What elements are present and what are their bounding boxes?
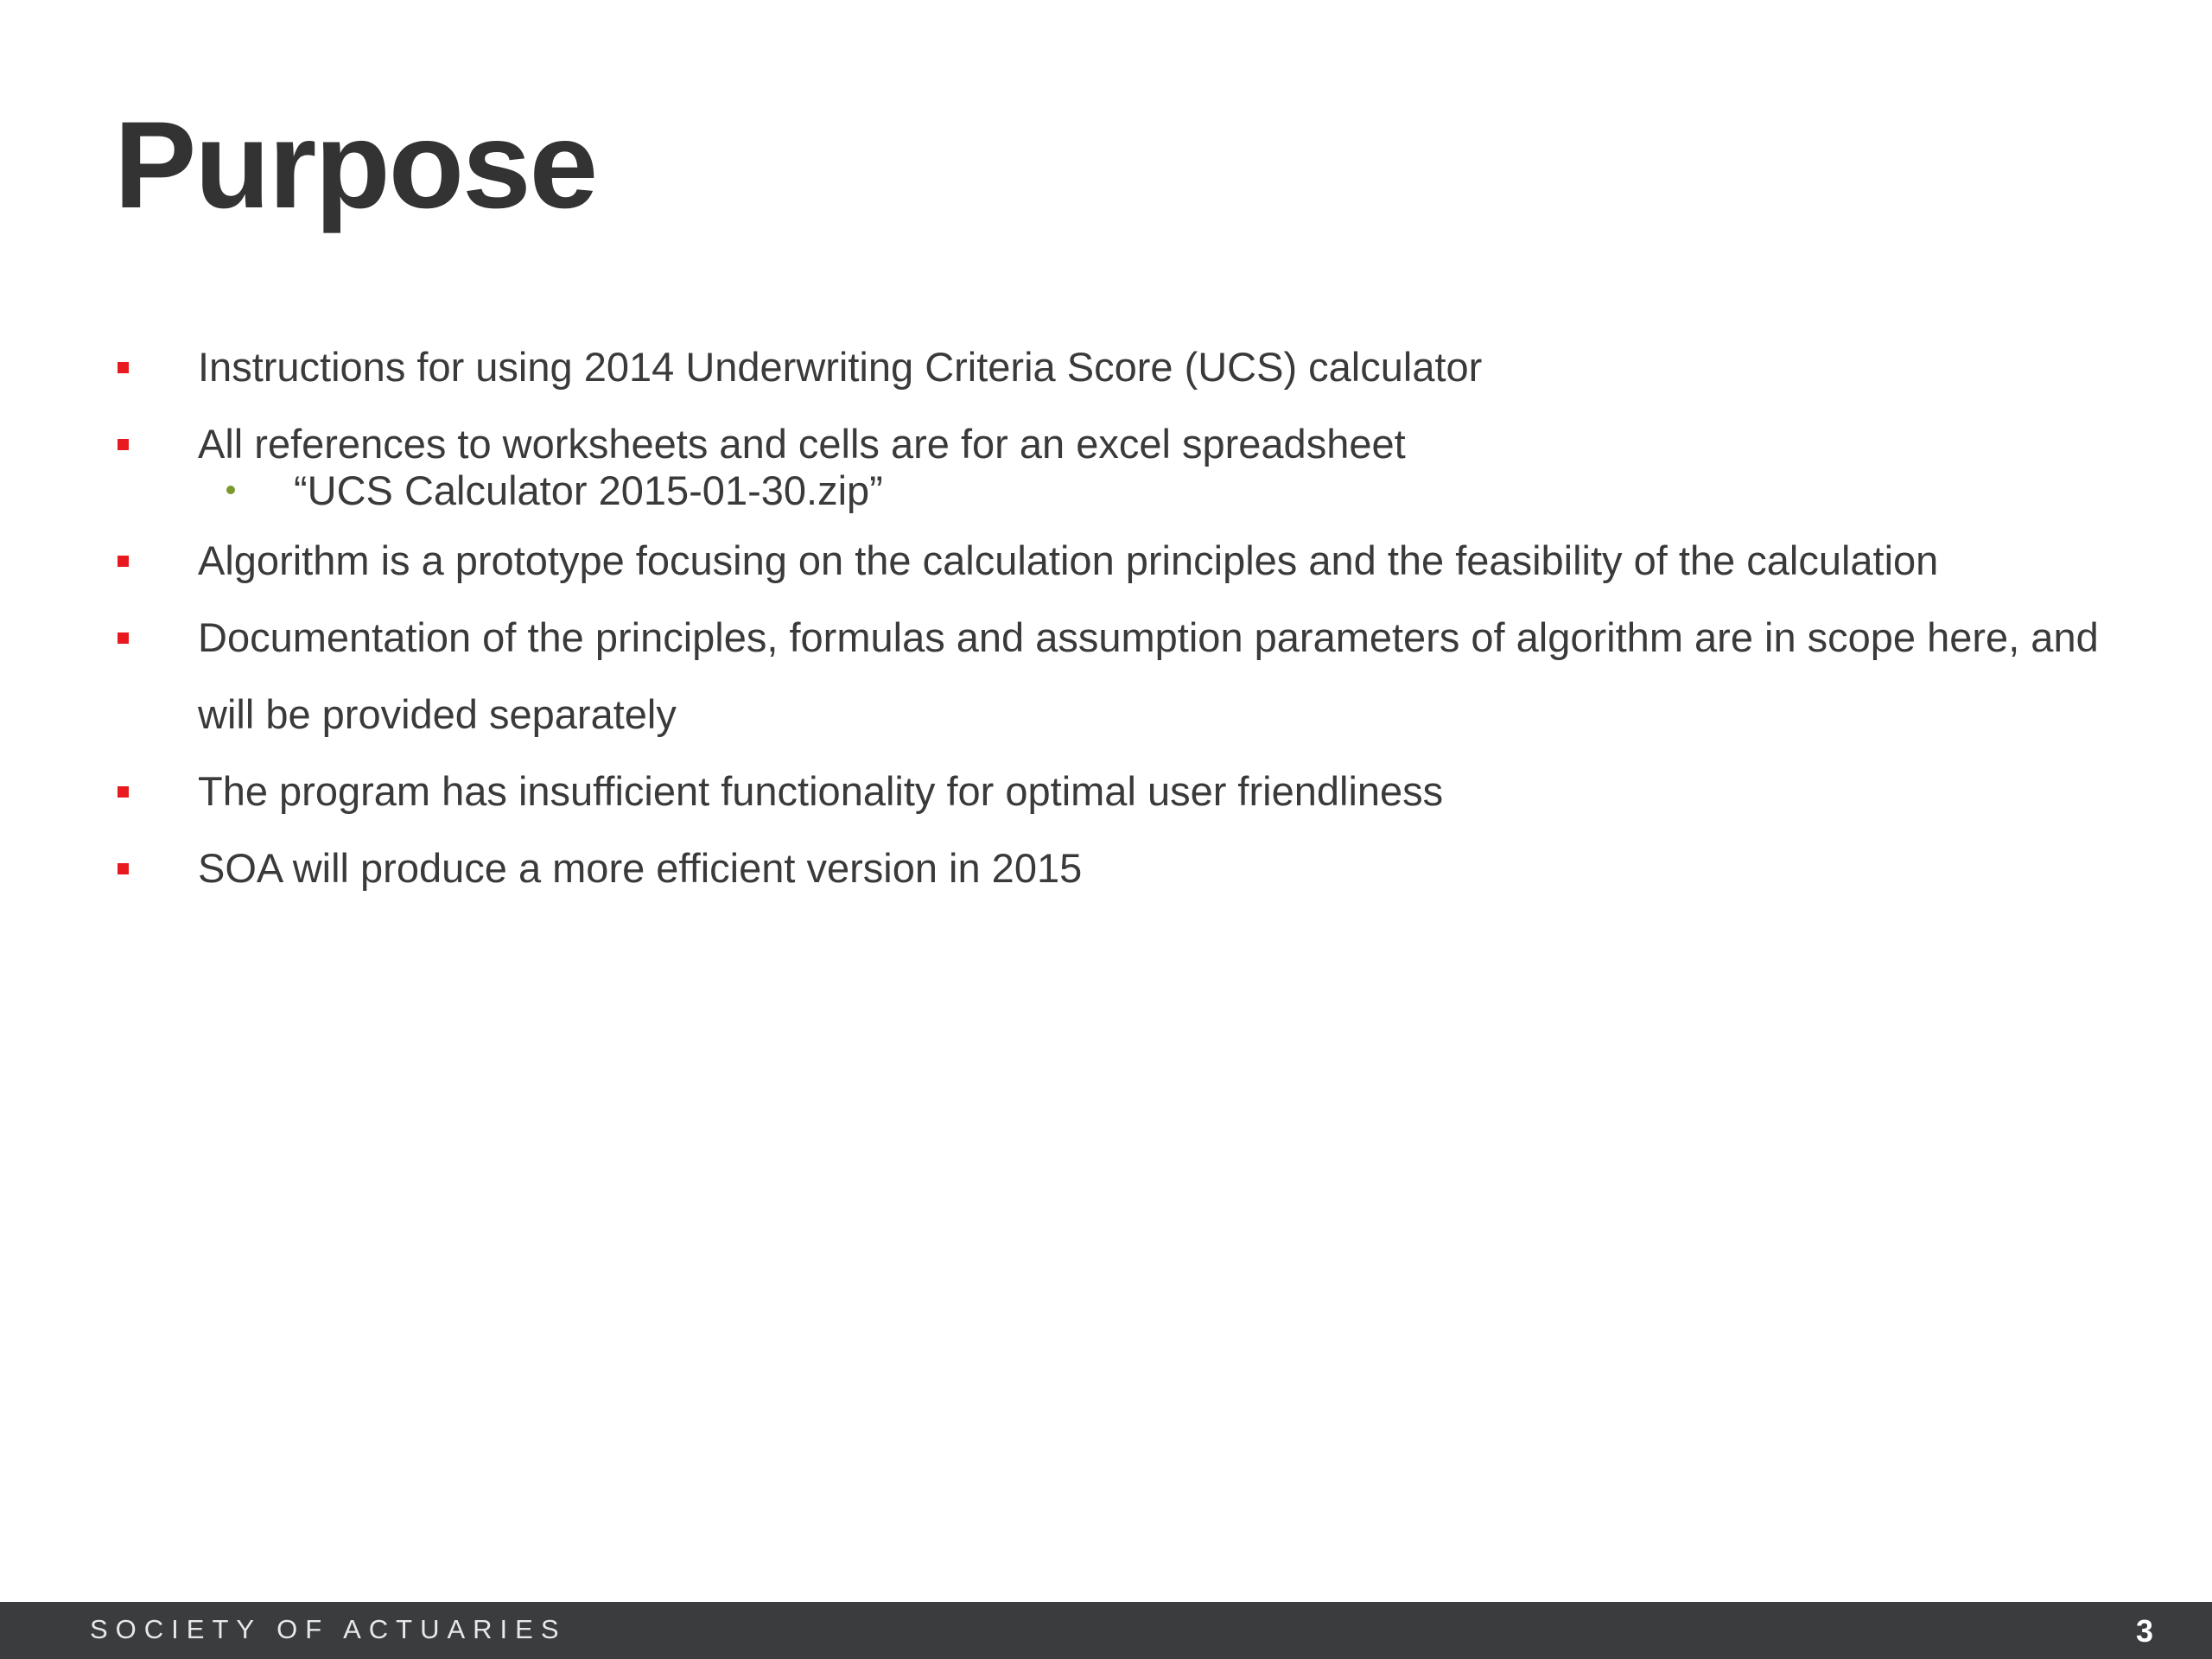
bullet-item [0, 522, 2212, 599]
bullet-text: Documentation of the principles, formulas and assumption parameters of algorithm are in scope here, and will be provided separately [198, 614, 2099, 737]
bullet-item [0, 328, 2212, 405]
square-bullet-icon [118, 863, 129, 874]
bullet-text: The program has insufficient functionality for optimal user friendliness [198, 768, 1444, 814]
bullet-text: Algorithm is a prototype focusing on the calculation principles and the feasibility of the calculation [198, 537, 1939, 583]
bullet-item [0, 753, 2212, 830]
page-number: 3 [2135, 1613, 2153, 1649]
bullet-item [0, 830, 2212, 906]
organization-name: SOCIETY OF ACTUARIES [90, 1614, 567, 1644]
footer-bar [0, 1602, 2212, 1659]
square-bullet-icon [118, 439, 129, 450]
round-bullet-icon [226, 486, 235, 494]
square-bullet-icon [118, 362, 129, 373]
sub-bullet-item [0, 468, 2212, 513]
bullet-text: All references to worksheets and cells are for an excel spreadsheet [198, 421, 1406, 467]
square-bullet-icon [118, 556, 129, 567]
bullet-item [0, 599, 2212, 753]
bullet-text: Instructions for using 2014 Underwriting Criteria Score (UCS) calculator [198, 344, 1483, 390]
slide-title: Purpose [114, 97, 597, 234]
square-bullet-icon [118, 786, 129, 798]
bullet-list [0, 328, 2212, 906]
square-bullet-icon [118, 632, 129, 644]
bullet-text: SOA will produce a more efficient version in 2015 [198, 845, 1083, 891]
sub-bullet-text: “UCS Calculator 2015-01-30.zip” [294, 467, 883, 513]
